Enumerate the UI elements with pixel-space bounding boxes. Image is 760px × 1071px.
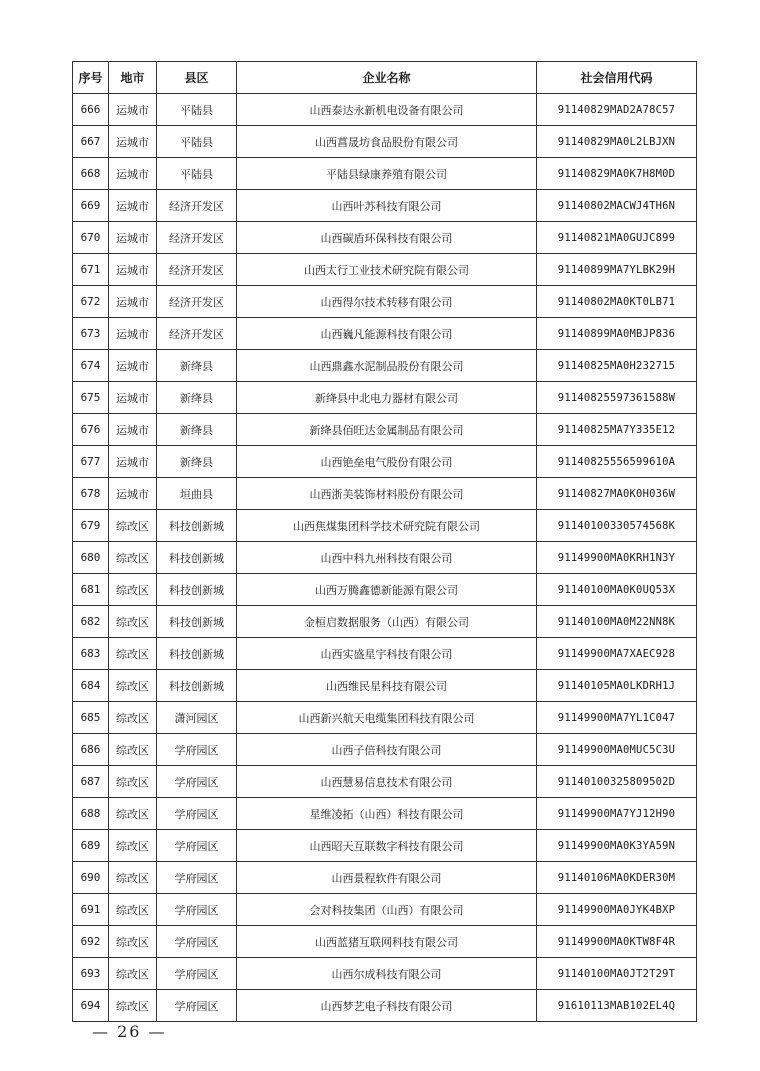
cell-credit-code: 91140899MA7YLBK29H: [537, 254, 697, 286]
table-row: [73, 94, 697, 126]
table-row: [73, 734, 697, 766]
cell-city: 综改区: [109, 734, 157, 766]
company-list-table: [72, 61, 697, 1022]
cell-seq: 685: [73, 702, 109, 734]
cell-city: 运城市: [109, 158, 157, 190]
cell-county: 新绛县: [157, 382, 237, 414]
table-row: [73, 318, 697, 350]
cell-city: 综改区: [109, 542, 157, 574]
cell-seq: 681: [73, 574, 109, 606]
cell-seq: 693: [73, 958, 109, 990]
cell-credit-code: 91140825556599610A: [537, 446, 697, 478]
cell-county: 科技创新城: [157, 670, 237, 702]
cell-county: 平陆县: [157, 94, 237, 126]
cell-county: 科技创新城: [157, 606, 237, 638]
cell-company: 山西巍凡能源科技有限公司: [237, 318, 537, 350]
cell-company: 山西得尔技术转移有限公司: [237, 286, 537, 318]
cell-city: 综改区: [109, 830, 157, 862]
cell-city: 运城市: [109, 382, 157, 414]
cell-city: 综改区: [109, 926, 157, 958]
cell-county: 垣曲县: [157, 478, 237, 510]
cell-county: 学府园区: [157, 958, 237, 990]
cell-company: 山西鼎鑫水泥制品股份有限公司: [237, 350, 537, 382]
cell-credit-code: 91149900MA0JYK4BXP: [537, 894, 697, 926]
table-row: [73, 990, 697, 1022]
cell-credit-code: 91140825MA0H232715: [537, 350, 697, 382]
cell-company: 金桓启数据服务（山西）有限公司: [237, 606, 537, 638]
cell-city: 综改区: [109, 670, 157, 702]
cell-credit-code: 91610113MAB102EL4Q: [537, 990, 697, 1022]
cell-seq: 687: [73, 766, 109, 798]
cell-county: 经济开发区: [157, 254, 237, 286]
cell-county: 科技创新城: [157, 542, 237, 574]
cell-credit-code: 91140825MA7Y335E12: [537, 414, 697, 446]
cell-credit-code: 91149900MA0KTW8F4R: [537, 926, 697, 958]
cell-company: 星维凌拓（山西）科技有限公司: [237, 798, 537, 830]
table-row: [73, 926, 697, 958]
cell-city: 综改区: [109, 990, 157, 1022]
cell-company: 山西梦艺电子科技有限公司: [237, 990, 537, 1022]
table-row: [73, 766, 697, 798]
cell-county: 学府园区: [157, 766, 237, 798]
cell-city: 综改区: [109, 766, 157, 798]
cell-credit-code: 91140802MACWJ4TH6N: [537, 190, 697, 222]
cell-county: 学府园区: [157, 830, 237, 862]
cell-seq: 666: [73, 94, 109, 126]
header-credit-code: 社会信用代码: [537, 62, 697, 94]
cell-county: 经济开发区: [157, 318, 237, 350]
cell-credit-code: 91149900MA0MUC5C3U: [537, 734, 697, 766]
cell-company: 山西蓝猪互联网科技有限公司: [237, 926, 537, 958]
cell-seq: 673: [73, 318, 109, 350]
cell-credit-code: 91149900MA7XAEC928: [537, 638, 697, 670]
cell-company: 山西尔成科技有限公司: [237, 958, 537, 990]
table-row: [73, 958, 697, 990]
cell-city: 运城市: [109, 446, 157, 478]
cell-seq: 671: [73, 254, 109, 286]
table-row: [73, 862, 697, 894]
table-row: [73, 382, 697, 414]
cell-city: 运城市: [109, 318, 157, 350]
cell-seq: 680: [73, 542, 109, 574]
cell-county: 平陆县: [157, 126, 237, 158]
cell-credit-code: 91140899MA0MBJP836: [537, 318, 697, 350]
cell-company: 新绛县佰旺达金属制品有限公司: [237, 414, 537, 446]
cell-credit-code: 91149900MA0K3YA59N: [537, 830, 697, 862]
cell-company: 山西叶苏科技有限公司: [237, 190, 537, 222]
cell-company: 山西浙美装饰材料股份有限公司: [237, 478, 537, 510]
table-row: [73, 478, 697, 510]
cell-county: 学府园区: [157, 894, 237, 926]
table-row: [73, 286, 697, 318]
table-row: [73, 542, 697, 574]
table-body: [73, 94, 697, 1022]
cell-company: 山西新兴航天电缆集团科技有限公司: [237, 702, 537, 734]
cell-county: 学府园区: [157, 926, 237, 958]
cell-seq: 692: [73, 926, 109, 958]
cell-credit-code: 91140829MAD2A78C57: [537, 94, 697, 126]
cell-seq: 688: [73, 798, 109, 830]
cell-seq: 676: [73, 414, 109, 446]
cell-credit-code: 91140100330574568K: [537, 510, 697, 542]
cell-credit-code: 91140827MA0K0H036W: [537, 478, 697, 510]
cell-seq: 674: [73, 350, 109, 382]
cell-city: 运城市: [109, 478, 157, 510]
cell-credit-code: 91149900MA0KRH1N3Y: [537, 542, 697, 574]
cell-city: 运城市: [109, 286, 157, 318]
cell-seq: 691: [73, 894, 109, 926]
cell-county: 新绛县: [157, 446, 237, 478]
cell-city: 综改区: [109, 574, 157, 606]
cell-city: 运城市: [109, 94, 157, 126]
cell-company: 山西中科九州科技有限公司: [237, 542, 537, 574]
cell-seq: 667: [73, 126, 109, 158]
cell-city: 综改区: [109, 862, 157, 894]
cell-city: 运城市: [109, 414, 157, 446]
cell-city: 综改区: [109, 638, 157, 670]
cell-company: 新绛县中北电力器材有限公司: [237, 382, 537, 414]
cell-company: 平陆县绿康养殖有限公司: [237, 158, 537, 190]
cell-seq: 668: [73, 158, 109, 190]
table-row: [73, 798, 697, 830]
header-city: 地市: [109, 62, 157, 94]
cell-county: 学府园区: [157, 862, 237, 894]
cell-county: 科技创新城: [157, 574, 237, 606]
cell-company: 山西泰达永新机电设备有限公司: [237, 94, 537, 126]
table-row: [73, 414, 697, 446]
table-row: [73, 830, 697, 862]
cell-credit-code: 91149900MA7YL1C047: [537, 702, 697, 734]
cell-county: 学府园区: [157, 798, 237, 830]
cell-city: 综改区: [109, 894, 157, 926]
cell-city: 运城市: [109, 190, 157, 222]
table-row: [73, 638, 697, 670]
cell-credit-code: 91140105MA0LKDRH1J: [537, 670, 697, 702]
cell-city: 运城市: [109, 254, 157, 286]
header-seq: 序号: [73, 62, 109, 94]
cell-company: 山西焦煤集团科学技术研究院有限公司: [237, 510, 537, 542]
cell-credit-code: 91140821MA0GUJC899: [537, 222, 697, 254]
cell-seq: 686: [73, 734, 109, 766]
table-row: [73, 702, 697, 734]
cell-credit-code: 91140100325809502D: [537, 766, 697, 798]
cell-credit-code: 91140100MA0M22NN8K: [537, 606, 697, 638]
cell-county: 学府园区: [157, 734, 237, 766]
cell-county: 潇河园区: [157, 702, 237, 734]
cell-credit-code: 91140106MA0KDER30M: [537, 862, 697, 894]
cell-credit-code: 91149900MA7YJ12H90: [537, 798, 697, 830]
cell-seq: 670: [73, 222, 109, 254]
cell-company: 山西实盛星宇科技有限公司: [237, 638, 537, 670]
cell-county: 经济开发区: [157, 222, 237, 254]
cell-credit-code: 91140829MA0L2LBJXN: [537, 126, 697, 158]
cell-company: 山西子倍科技有限公司: [237, 734, 537, 766]
cell-credit-code: 91140100MA0K0UQ53X: [537, 574, 697, 606]
cell-county: 平陆县: [157, 158, 237, 190]
cell-company: 山西景程软件有限公司: [237, 862, 537, 894]
cell-city: 综改区: [109, 510, 157, 542]
cell-seq: 669: [73, 190, 109, 222]
cell-company: 山西维民星科技有限公司: [237, 670, 537, 702]
cell-credit-code: 91140829MA0K7H8M0D: [537, 158, 697, 190]
cell-county: 经济开发区: [157, 286, 237, 318]
cell-company: 山西昭天互联数字科技有限公司: [237, 830, 537, 862]
cell-seq: 694: [73, 990, 109, 1022]
cell-company: 山西万腾鑫德新能源有限公司: [237, 574, 537, 606]
page-number: — 26 —: [92, 1022, 167, 1041]
header-company: 企业名称: [237, 62, 537, 94]
table-row: [73, 510, 697, 542]
table-row: [73, 574, 697, 606]
cell-seq: 675: [73, 382, 109, 414]
table-row: [73, 894, 697, 926]
cell-city: 综改区: [109, 702, 157, 734]
cell-seq: 689: [73, 830, 109, 862]
table-row: [73, 350, 697, 382]
cell-city: 运城市: [109, 126, 157, 158]
company-list-table-container: [72, 61, 696, 1022]
cell-seq: 679: [73, 510, 109, 542]
cell-county: 科技创新城: [157, 510, 237, 542]
cell-company: 山西碳盾环保科技有限公司: [237, 222, 537, 254]
cell-seq: 684: [73, 670, 109, 702]
cell-seq: 683: [73, 638, 109, 670]
cell-seq: 677: [73, 446, 109, 478]
header-county: 县区: [157, 62, 237, 94]
cell-credit-code: 91140100MA0JT2T29T: [537, 958, 697, 990]
cell-county: 新绛县: [157, 414, 237, 446]
cell-company: 山西菖晟坊食品股份有限公司: [237, 126, 537, 158]
cell-county: 新绛县: [157, 350, 237, 382]
table-row: [73, 222, 697, 254]
cell-city: 综改区: [109, 958, 157, 990]
cell-county: 经济开发区: [157, 190, 237, 222]
table-row: [73, 254, 697, 286]
cell-county: 学府园区: [157, 990, 237, 1022]
table-row: [73, 670, 697, 702]
cell-county: 科技创新城: [157, 638, 237, 670]
cell-city: 运城市: [109, 222, 157, 254]
table-row: [73, 190, 697, 222]
cell-credit-code: 91140825597361588W: [537, 382, 697, 414]
table-row: [73, 606, 697, 638]
cell-seq: 690: [73, 862, 109, 894]
cell-company: 山西铯垒电气股份有限公司: [237, 446, 537, 478]
cell-credit-code: 91140802MA0KT0LB71: [537, 286, 697, 318]
cell-city: 运城市: [109, 350, 157, 382]
cell-seq: 678: [73, 478, 109, 510]
cell-city: 综改区: [109, 606, 157, 638]
cell-company: 山西慧易信息技术有限公司: [237, 766, 537, 798]
table-row: [73, 158, 697, 190]
table-header-row: [73, 62, 697, 94]
cell-seq: 672: [73, 286, 109, 318]
cell-company: 会对科技集团（山西）有限公司: [237, 894, 537, 926]
cell-seq: 682: [73, 606, 109, 638]
table-row: [73, 446, 697, 478]
table-row: [73, 126, 697, 158]
cell-company: 山西太行工业技术研究院有限公司: [237, 254, 537, 286]
cell-city: 综改区: [109, 798, 157, 830]
